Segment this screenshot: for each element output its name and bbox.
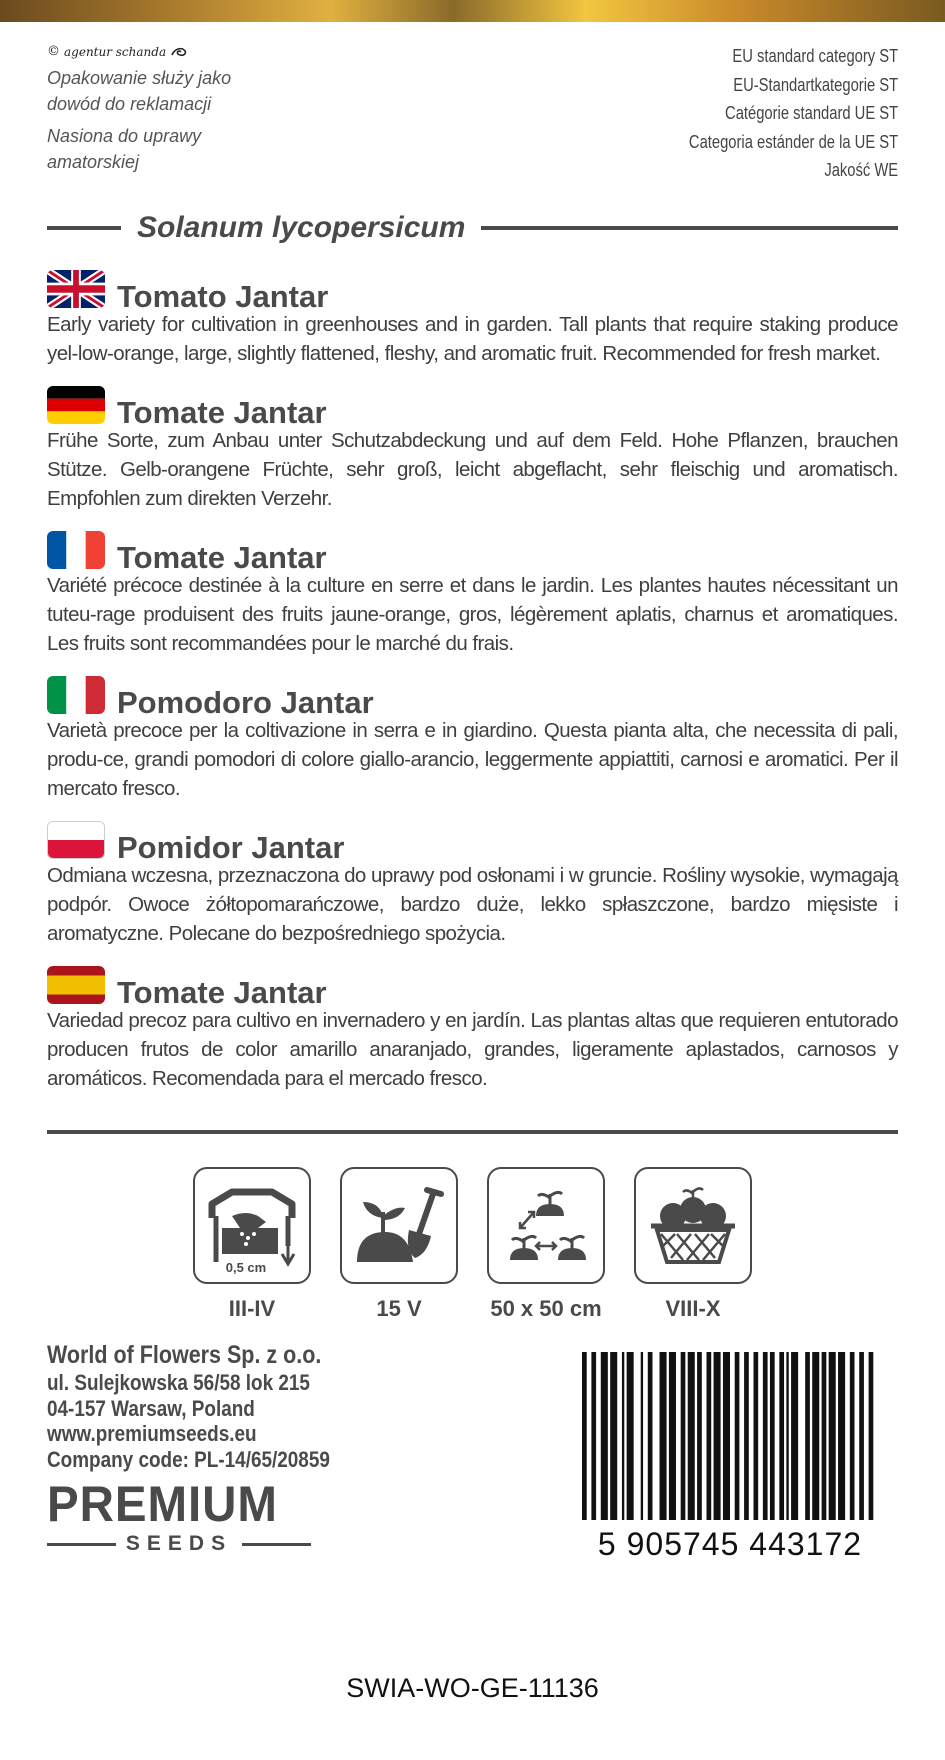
claim-note-line: dowód do reklamacji (47, 94, 212, 114)
address-line: 04-157 Warsaw, Poland (47, 1395, 255, 1421)
section-spanish (47, 960, 898, 1093)
eu-category-line: Categoria estánder de la UE ST (688, 131, 898, 152)
section-description: Odmiana wczesna, przeznaczona do uprawy pod osłonami i w gruncie. Rośliny wysokie, wymagają podpór. Owoce żółtopomarańczowe, bardzo duże, lekko spłaszczone, bardzo mięsiste i aromatyczne. Polecane do bezpośredniego spożycia. (47, 864, 898, 945)
copyright-symbol: © (47, 44, 60, 59)
company-code: Company code: PL-14/65/20859 (47, 1446, 330, 1472)
barcode-graphic (560, 1350, 900, 1560)
company-name: World of Flowers Sp. z o.o. (47, 1341, 322, 1369)
growing-info-icons (193, 1167, 752, 1322)
section-header (47, 380, 898, 430)
barcode-bar (660, 1352, 667, 1520)
barcode-bar (812, 1352, 819, 1520)
barcode-bar (869, 1352, 874, 1520)
brand-sub-row (47, 1532, 311, 1556)
plant-spacing: 50 x 50 cm (490, 1296, 602, 1321)
barcode-bar (688, 1352, 695, 1520)
barcode-bar (859, 1352, 864, 1520)
greenhouse-sowing-icon (193, 1167, 311, 1284)
barcode-bar (622, 1352, 624, 1520)
barcode-bar (770, 1352, 775, 1520)
claim-note-line: Opakowanie służy jako (47, 68, 232, 88)
harvest-period: VIII-X (665, 1296, 721, 1321)
barcode-bar (641, 1352, 643, 1520)
section-header (47, 815, 898, 865)
product-code: SWIA-WO-GE-11136 (346, 1673, 599, 1703)
barcode-bar (838, 1352, 845, 1520)
amateur-note-line: amatorskiej (47, 152, 140, 172)
barcode-bar (744, 1352, 749, 1520)
language-sections (47, 264, 898, 1105)
spain-flag-icon (47, 966, 105, 1004)
agency-logo-icon (170, 46, 188, 58)
france-flag-icon (47, 531, 105, 569)
barcode-bar (786, 1352, 788, 1520)
barcode-bar (723, 1352, 730, 1520)
eu-category-line: Jakość WE (824, 160, 898, 180)
latin-name: Solanum lycopersicum (137, 211, 466, 244)
planting-shovel-icon (340, 1167, 458, 1284)
brand-main: PREMIUM (47, 1476, 278, 1532)
divider (242, 1543, 311, 1546)
section-header (47, 670, 898, 720)
top-photo-strip (0, 0, 945, 22)
planting-info (340, 1167, 458, 1322)
sowing-period: III-IV (228, 1296, 276, 1321)
copyright-line (47, 44, 347, 59)
planting-date: 15 V (376, 1296, 422, 1321)
barcode-bar (582, 1352, 587, 1520)
amateur-note-line: Nasiona do uprawy (47, 126, 202, 146)
eu-category-line: Catégorie standard UE ST (724, 103, 898, 123)
germany-flag-icon (47, 386, 105, 424)
barcode-bar (681, 1352, 686, 1520)
barcode-bar (714, 1352, 721, 1520)
barcode-bar (591, 1352, 596, 1520)
barcode (560, 1350, 900, 1560)
copyright-text: agentur schanda (64, 44, 167, 59)
uk-flag-icon (47, 270, 105, 308)
poland-flag-icon (47, 821, 105, 859)
eu-category-line: EU standard category ST (732, 46, 898, 66)
plant-spacing-icon (487, 1167, 605, 1284)
barcode-bar (779, 1352, 784, 1520)
claim-note (47, 65, 347, 117)
section-german (47, 380, 898, 513)
barcode-bar (850, 1352, 855, 1520)
section-header (47, 525, 898, 575)
section-description: Early variety for cultivation in greenhouses and in garden. Tall plants that require staking produce yel-low-orange, large, slightly flattened, fleshy, and aromatic fruit. Recommended for fresh market. (47, 313, 898, 365)
barcode-bar (753, 1352, 758, 1520)
brand-sub: SEEDS (125, 1532, 233, 1555)
spacing-info (487, 1167, 605, 1322)
premium-seeds-logo (47, 1476, 311, 1556)
company-address (47, 1340, 330, 1472)
barcode-bar (627, 1352, 634, 1520)
section-description: Varietà precoce per la coltivazione in serra e in giardino. Questa pianta alta, che necessita di pali, produ-ce, grandi pomodori di colore giallo-arancio, leggermente appiattiti, carnosi e aromatici. Per il mercato fresco. (47, 719, 898, 800)
harvest-info (634, 1167, 752, 1322)
italy-flag-icon (47, 676, 105, 714)
divider (481, 226, 898, 230)
section-italian (47, 670, 898, 803)
barcode-digits: 5 905745 443172 (597, 1526, 863, 1560)
section-polish (47, 815, 898, 948)
section-french (47, 525, 898, 658)
eu-category-line: EU-Standartkategorie ST (733, 74, 898, 95)
website-link[interactable]: www.premiumseeds.eu (47, 1421, 257, 1446)
section-title: Tomato Jantar (117, 279, 329, 314)
packet-notes (47, 44, 347, 175)
barcode-bar (610, 1352, 617, 1520)
sowing-depth-label: 0,5 cm (225, 1259, 267, 1275)
divider (47, 1543, 116, 1546)
barcode-bar (707, 1352, 712, 1520)
barcode-bar (805, 1352, 810, 1520)
barcode-bar (697, 1352, 702, 1520)
address-line: ul. Sulejkowska 56/58 lok 215 (47, 1370, 310, 1395)
barcode-bar (829, 1352, 836, 1520)
section-header (47, 960, 898, 1010)
section-description: Frühe Sorte, zum Anbau unter Schutzabdeckung und auf dem Feld. Hohe Pflanzen, brauchen Stütze. Gelb-orangene Früchte, sehr groß, leicht abgeflacht, sehr fleischig und aromatisch. Empfohlen zum direkten Verzehr. (47, 429, 898, 510)
section-description: Variété précoce destinée à la culture en serre et dans le jardin. Les plantes hautes nécessitant un tuteu-rage produisent des fruits jaune-orange, gros, légèrement aplatis, charnus et aromatiques. Les fruits sont recommandées pour le marché du frais. (47, 574, 898, 655)
divider (47, 226, 121, 230)
barcode-bar (763, 1352, 768, 1520)
barcode-bar (669, 1352, 676, 1520)
eu-category-list (689, 42, 898, 185)
barcode-bar (735, 1352, 740, 1520)
harvest-basket-icon (634, 1167, 752, 1284)
barcode-bar (791, 1352, 798, 1520)
section-english (47, 264, 898, 368)
barcode-bar (648, 1352, 653, 1520)
section-header (47, 264, 898, 314)
section-title: Pomidor Jantar (117, 830, 345, 865)
section-description: Variedad precoz para cultivo en invernadero y en jardín. Las plantas altas que requieren entutorado producen frutos de color amarillo anaranjado, grandes, ligeramente aplastados, carnosos y aromáticos. Recomendada para el mercado fresco. (47, 1009, 898, 1090)
section-title: Tomate Jantar (117, 540, 327, 575)
divider (47, 1130, 898, 1134)
latin-name-row (47, 208, 898, 248)
section-title: Tomate Jantar (117, 395, 327, 430)
section-title: Pomodoro Jantar (117, 685, 374, 720)
sowing-info (193, 1167, 311, 1322)
barcode-bar (601, 1352, 608, 1520)
barcode-bar (822, 1352, 827, 1520)
amateur-note (47, 123, 347, 175)
section-title: Tomate Jantar (117, 975, 327, 1010)
